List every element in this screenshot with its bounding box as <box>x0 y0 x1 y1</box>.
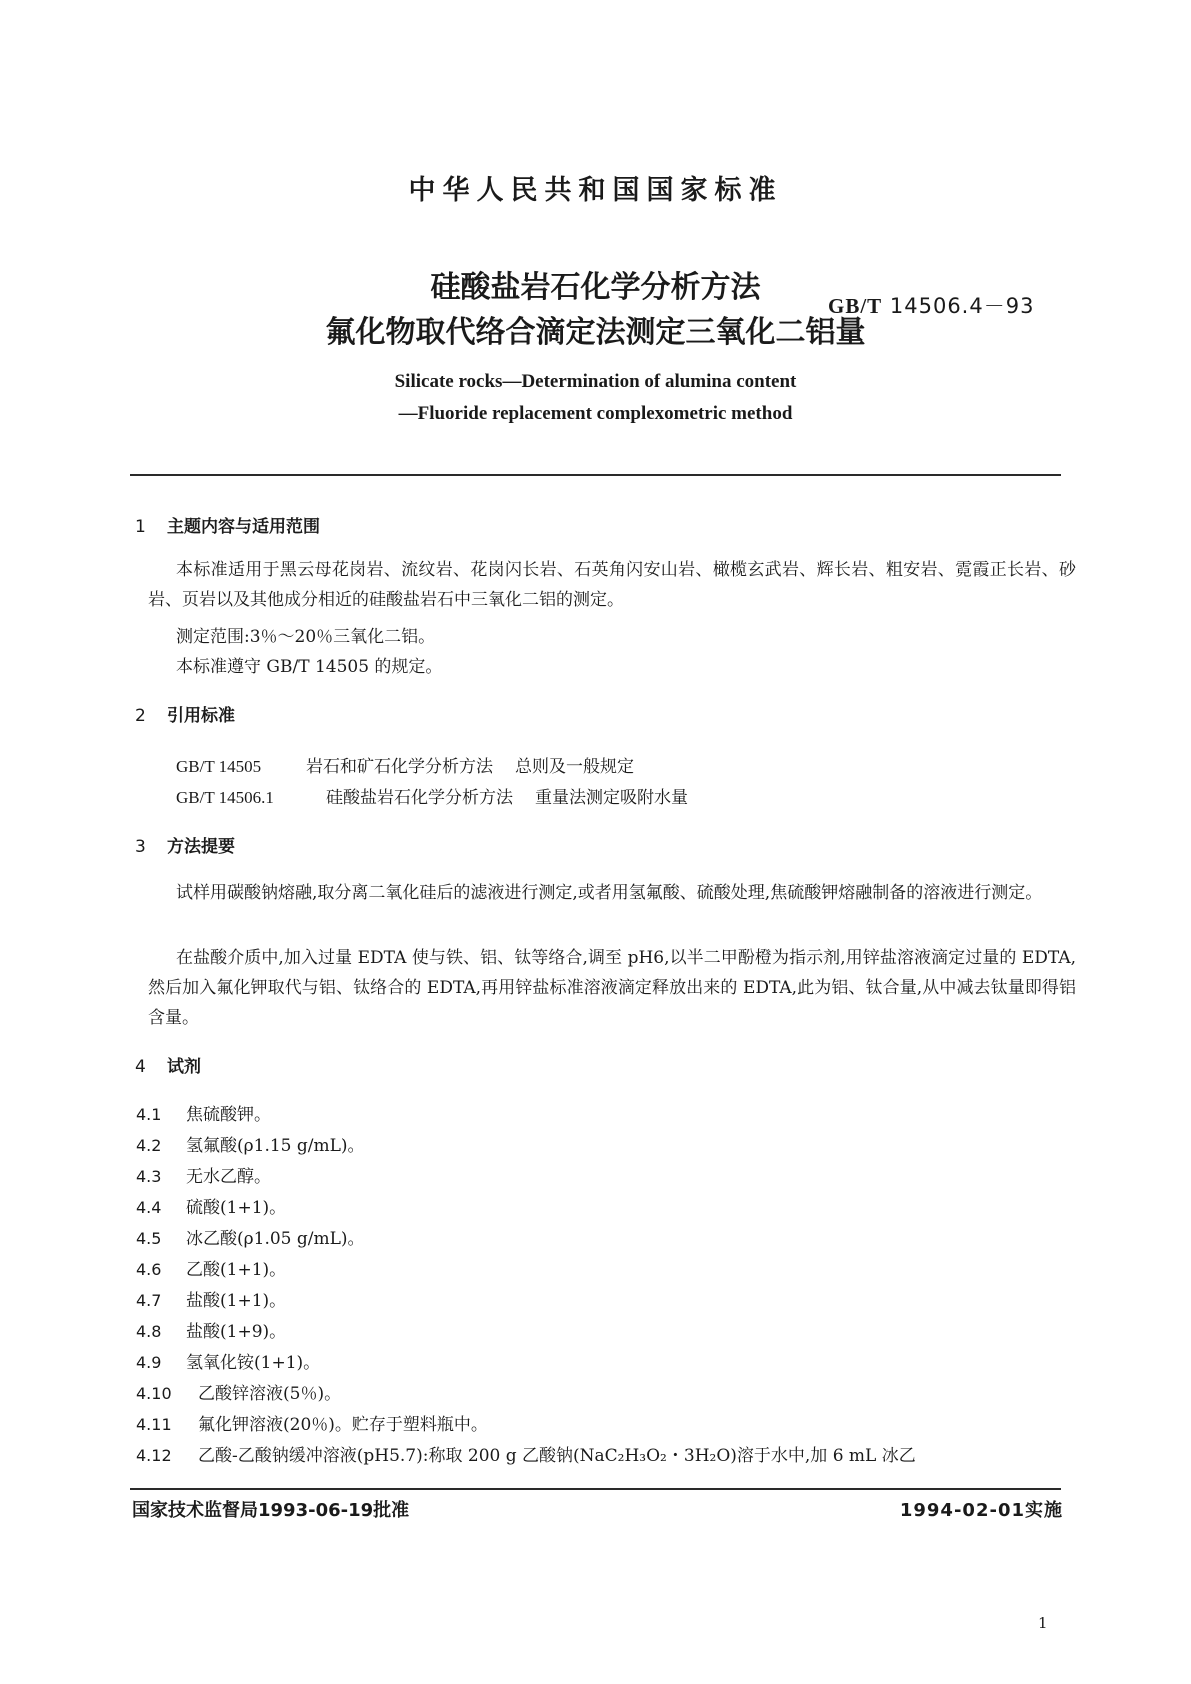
reagent-item <box>136 1255 286 1280</box>
section-1-range: 测定范围:3％～20％三氧化二铝。 <box>176 627 436 647</box>
reagent-item <box>136 1379 341 1404</box>
reference-title: 硅酸盐岩石化学分析方法 <box>326 788 513 808</box>
reagent-text: 硫酸(1+1)。 <box>186 1198 287 1218</box>
approval-date: 国家技术监督局1993-06-19批准 <box>132 1500 410 1521</box>
reagent-text: 焦硫酸钾。 <box>186 1105 271 1125</box>
reference-code: GB/T 14506.1 <box>176 788 274 807</box>
reagent-number: 4.1 <box>136 1105 162 1124</box>
reagent-text: 氢氧化铵(1+1)。 <box>186 1353 321 1373</box>
section-number: 1 <box>135 517 146 537</box>
standard-number <box>828 290 1034 320</box>
reagent-text: 乙酸锌溶液(5％)。 <box>198 1384 342 1404</box>
section-4-heading <box>135 1052 201 1077</box>
section-1-scope-paragraph: 本标准适用于黑云母花岗岩、流纹岩、花岗闪长岩、石英角闪安山岩、橄榄玄武岩、辉长岩、粗安岩、霓霞正长岩、砂岩、页岩以及其他成分相近的硅酸盐岩石中三氧化二铝的测定。 <box>148 560 1076 610</box>
standard-code: 14506.4－93 <box>889 294 1035 318</box>
reagent-number: 4.5 <box>136 1229 162 1248</box>
reagent-item <box>136 1224 365 1249</box>
reagent-number: 4.3 <box>136 1167 162 1186</box>
reagent-text: 盐酸(1+1)。 <box>186 1291 287 1311</box>
reagent-text: 氟化钾溶液(20％)。贮存于塑料瓶中。 <box>198 1415 488 1435</box>
page-number: 1 <box>1038 1614 1048 1632</box>
implementation-date: 1994-02-01实施 <box>899 1500 1063 1521</box>
reagent-number: 4.9 <box>136 1353 162 1372</box>
section-number: 3 <box>135 837 146 857</box>
reagent-number: 4.10 <box>136 1384 172 1403</box>
reagent-text: 冰乙酸(ρ1.05 g/mL)。 <box>186 1229 365 1249</box>
reagent-item <box>136 1131 365 1156</box>
section-title: 方法提要 <box>167 837 235 857</box>
section-number: 4 <box>135 1057 146 1077</box>
reagent-number: 4.12 <box>136 1446 172 1465</box>
title-en-line1: Silicate rocks—Determination of alumina content <box>394 371 797 392</box>
reference-code: GB/T 14505 <box>176 757 262 776</box>
reagent-item <box>136 1410 488 1435</box>
title-cn-line2: 氟化物取代络合滴定法测定三氧化二铝量 <box>325 315 866 350</box>
reagent-number: 4.8 <box>136 1322 162 1341</box>
section-3-heading <box>135 832 235 857</box>
header-divider <box>130 474 1061 476</box>
reference-item <box>176 752 634 777</box>
reagent-text: 无水乙醇。 <box>186 1167 271 1187</box>
title-en-line2: —Fluoride replacement complexometric method <box>398 403 793 424</box>
reference-title: 岩石和矿石化学分析方法 <box>306 757 493 777</box>
reagent-item <box>136 1193 286 1218</box>
national-standard-heading: 中华人民共和国国家标准 <box>408 175 783 206</box>
reagent-item <box>136 1317 286 1342</box>
section-title: 引用标准 <box>167 706 235 726</box>
reference-item <box>176 783 688 808</box>
reagent-number: 4.11 <box>136 1415 172 1434</box>
reagent-number: 4.4 <box>136 1198 162 1217</box>
section-1-heading <box>135 512 320 537</box>
section-1-compliance: 本标准遵守 GB/T 14505 的规定。 <box>176 657 443 677</box>
section-number: 2 <box>135 706 146 726</box>
reference-subtitle: 重量法测定吸附水量 <box>535 788 688 808</box>
section-title: 试剂 <box>167 1057 201 1077</box>
section-title: 主题内容与适用范围 <box>167 517 320 537</box>
section-3-paragraph-2: 在盐酸介质中,加入过量 EDTA 使与铁、铝、钛等络合,调至 pH6,以半二甲酚橙为指示剂,用锌盐溶液滴定过量的 EDTA,然后加入氟化钾取代与铝、钛络合的 EDTA,再用锌盐标准溶液滴定释放出来的 EDTA,此为铝、钛合量,从中减去钛量即得铝含量。 <box>148 948 1076 1028</box>
reagent-text: 盐酸(1+9)。 <box>186 1322 287 1342</box>
section-2-heading <box>135 701 235 726</box>
reference-subtitle: 总则及一般规定 <box>515 757 634 777</box>
reagent-item <box>136 1100 271 1125</box>
reagent-text: 乙酸-乙酸钠缓冲溶液(pH5.7):称取 200 g 乙酸钠(NaC₂H₃O₂・3H₂O)溶于水中,加 6 mL 冰乙 <box>198 1446 916 1466</box>
reagent-number: 4.6 <box>136 1260 162 1279</box>
reagent-item <box>136 1441 916 1466</box>
footer-divider <box>130 1488 1061 1490</box>
reagent-item <box>136 1286 286 1311</box>
reagent-number: 4.2 <box>136 1136 162 1155</box>
reagent-item <box>136 1162 271 1187</box>
reagent-text: 氢氟酸(ρ1.15 g/mL)。 <box>186 1136 365 1156</box>
reagent-text: 乙酸(1+1)。 <box>186 1260 287 1280</box>
title-cn-line1: 硅酸盐岩石化学分析方法 <box>430 270 761 305</box>
reagent-item <box>136 1348 320 1373</box>
standard-prefix: GB/T <box>828 294 883 318</box>
reagent-number: 4.7 <box>136 1291 162 1310</box>
section-3-paragraph-1: 试样用碳酸钠熔融,取分离二氧化硅后的滤液进行测定,或者用氢氟酸、硫酸处理,焦硫酸钾熔融制备的溶液进行测定。 <box>176 883 1043 903</box>
